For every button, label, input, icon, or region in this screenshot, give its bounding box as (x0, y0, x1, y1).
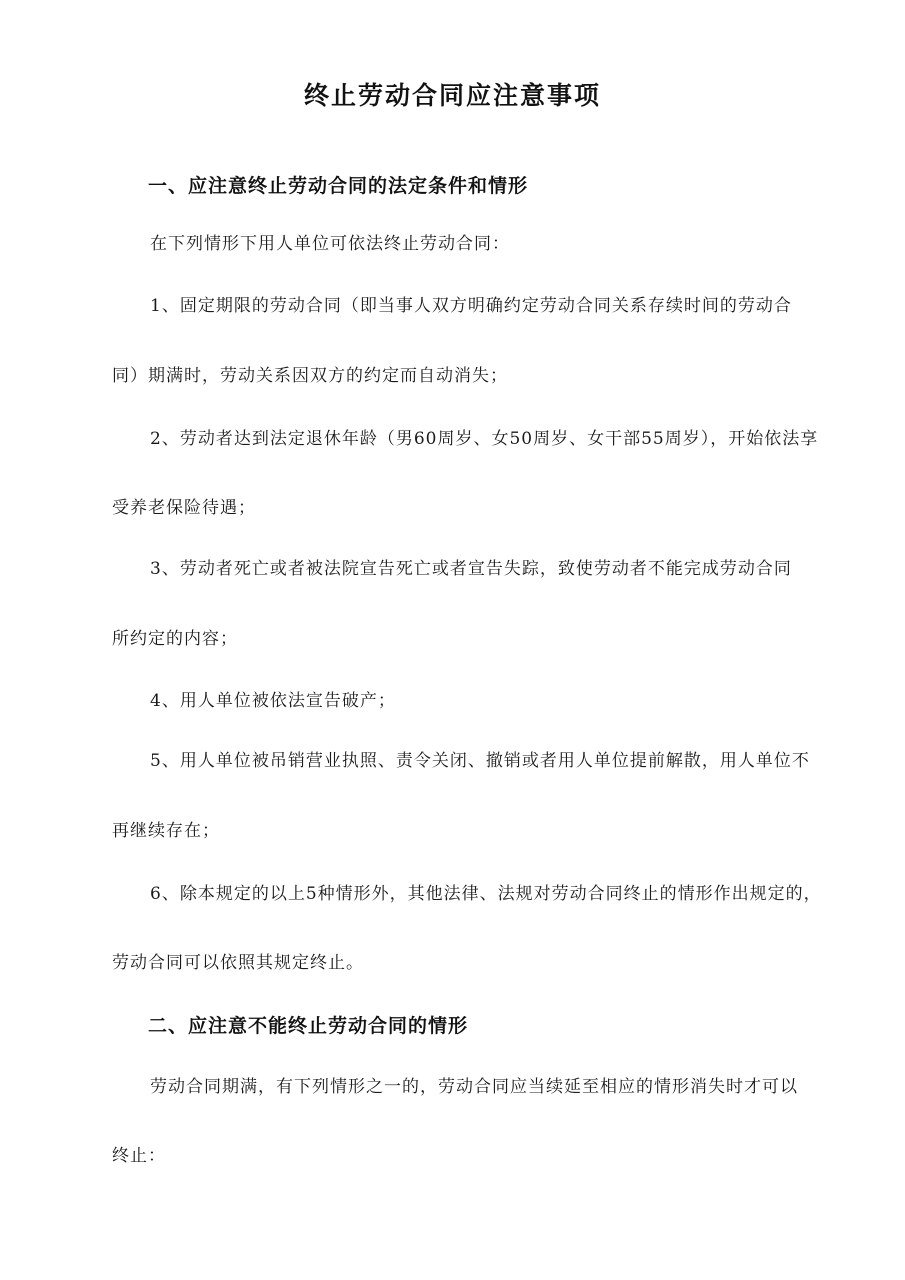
section-1-heading: 一、应注意终止劳动合同的法定条件和情形 (148, 175, 529, 197)
item-4-line-1: 4、用人单位被依法宣告破产； (150, 691, 396, 711)
item-1-line-2: 同）期满时，劳动关系因双方的约定而自动消失； (112, 366, 508, 386)
section-2-intro-line-2: 终止： (112, 1146, 166, 1166)
item-2-line-1: 2、劳动者达到法定退休年龄（男60周岁、女50周岁、女干部55周岁），开始依法享 (150, 429, 819, 449)
item-3-line-2: 所约定的内容； (112, 629, 238, 649)
item-1-line-1: 1、固定期限的劳动合同（即当事人双方明确约定劳动合同关系存续时间的劳动合 (150, 296, 792, 316)
item-5-line-2: 再继续存在； (112, 821, 220, 841)
section-2-intro-line-1: 劳动合同期满，有下列情形之一的，劳动合同应当续延至相应的情形消失时才可以 (150, 1077, 798, 1097)
item-6-line-2: 劳动合同可以依照其规定终止。 (112, 953, 364, 973)
item-2-line-2: 受养老保险待遇； (112, 498, 256, 518)
section-2-heading: 二、应注意不能终止劳动合同的情形 (148, 1015, 469, 1037)
document-title: 终止劳动合同应注意事项 (303, 81, 601, 110)
item-6-line-1: 6、除本规定的以上5种情形外，其他法律、法规对劳动合同终止的情形作出规定的， (150, 884, 822, 904)
item-5-line-1: 5、用人单位被吊销营业执照、责令关闭、撤销或者用人单位提前解散，用人单位不 (150, 751, 810, 771)
item-3-line-1: 3、劳动者死亡或者被法院宣告死亡或者宣告失踪，致使劳动者不能完成劳动合同 (150, 559, 792, 579)
section-1-intro: 在下列情形下用人单位可依法终止劳动合同： (150, 234, 510, 254)
